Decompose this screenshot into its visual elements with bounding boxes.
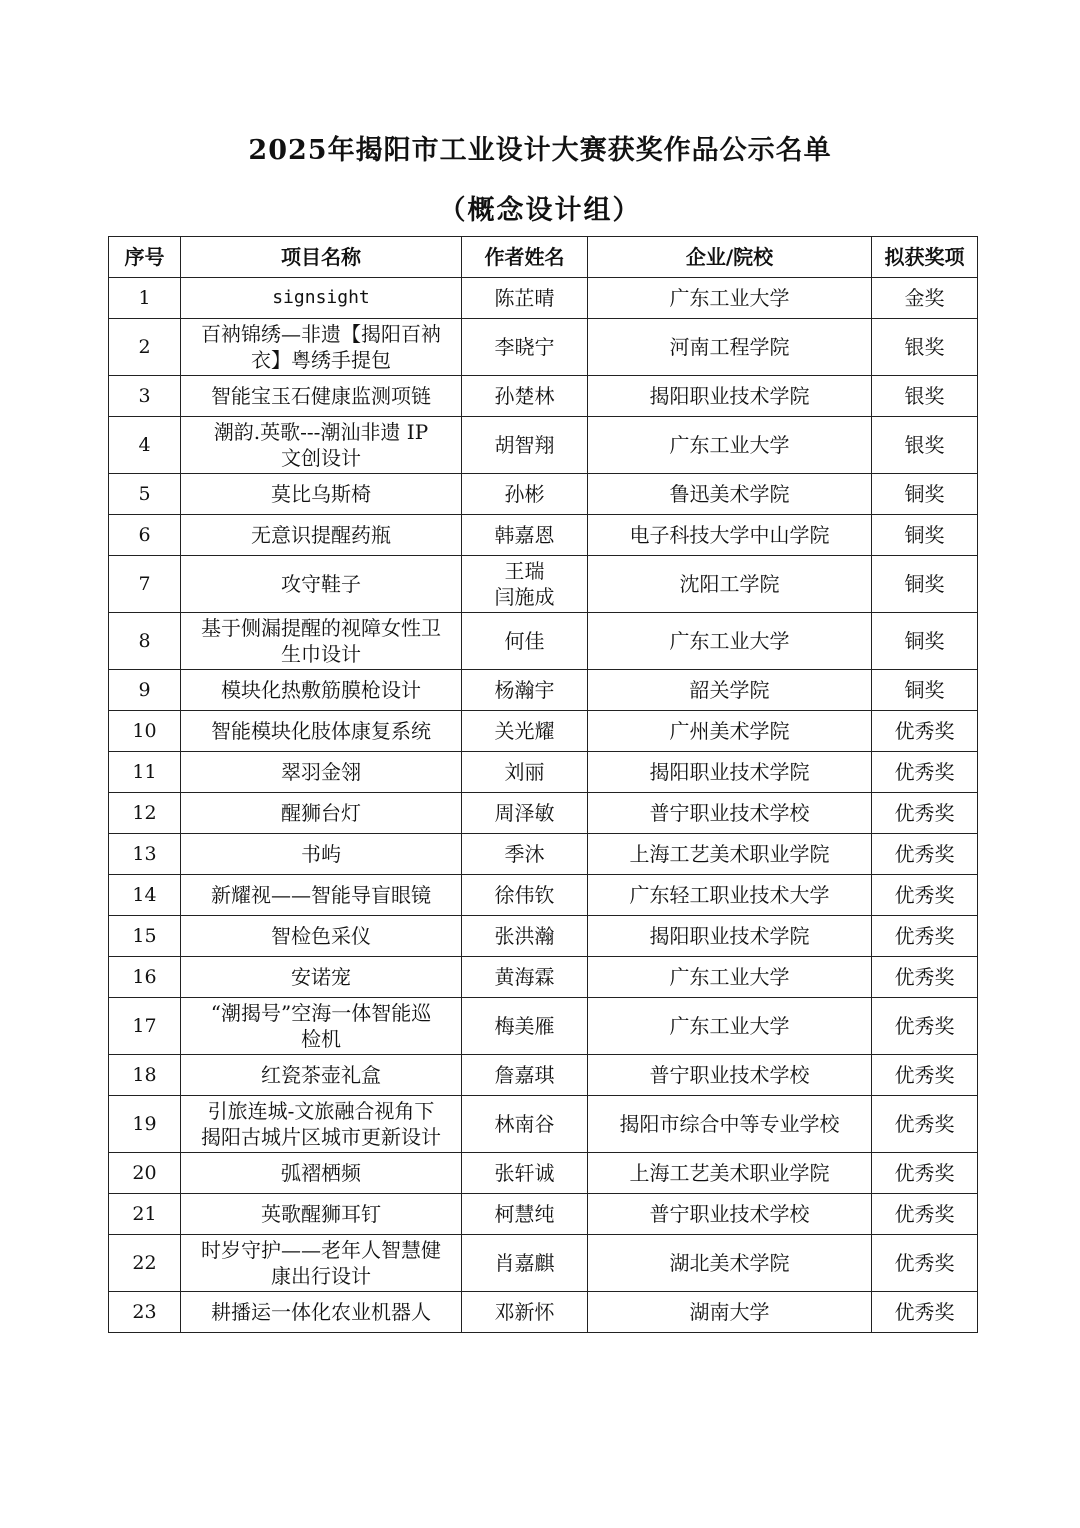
cell-index: 4 xyxy=(109,417,181,474)
author-name: 梅美雁 xyxy=(494,1014,555,1038)
cell-project xyxy=(181,556,462,613)
cell-award: 铜奖 xyxy=(872,474,978,515)
cell-organization: 湖南大学 xyxy=(588,1292,872,1333)
document-title: 2025年揭阳市工业设计大赛获奖作品公示名单 xyxy=(248,135,832,166)
table-row xyxy=(109,1096,978,1153)
header-author: 作者姓名 xyxy=(462,237,588,278)
awards-table xyxy=(108,236,978,1333)
author-name: 季沐 xyxy=(504,842,545,866)
cell-index: 7 xyxy=(109,556,181,613)
document-subtitle: （概念设计组） xyxy=(438,195,642,226)
cell-project xyxy=(181,613,462,670)
project-name-line: 基于侧漏提醒的视障女性卫 xyxy=(201,616,441,640)
project-name-line: 衣】粤绣手提包 xyxy=(251,348,391,372)
cell-index: 21 xyxy=(109,1194,181,1235)
cell-award: 优秀奖 xyxy=(872,834,978,875)
cell-index: 15 xyxy=(109,916,181,957)
cell-organization: 广州美术学院 xyxy=(588,711,872,752)
project-name-line: 耕播运一体化农业机器人 xyxy=(211,1300,431,1324)
cell-author xyxy=(462,998,588,1055)
cell-project xyxy=(181,916,462,957)
project-name-line: 弧褶栖频 xyxy=(281,1161,361,1185)
cell-index: 5 xyxy=(109,474,181,515)
author-name: 詹嘉琪 xyxy=(494,1063,555,1087)
cell-author xyxy=(462,916,588,957)
cell-award: 铜奖 xyxy=(872,613,978,670)
cell-author xyxy=(462,875,588,916)
table-row xyxy=(109,875,978,916)
cell-index: 16 xyxy=(109,957,181,998)
cell-award: 优秀奖 xyxy=(872,711,978,752)
cell-project xyxy=(181,376,462,417)
cell-index: 3 xyxy=(109,376,181,417)
author-name: 韩嘉恩 xyxy=(494,523,555,547)
cell-index: 1 xyxy=(109,278,181,319)
author-name: 杨瀚宇 xyxy=(494,678,555,702)
header-award: 拟获奖项 xyxy=(872,237,978,278)
project-name-line: 康出行设计 xyxy=(271,1264,371,1288)
cell-project xyxy=(181,957,462,998)
cell-award: 金奖 xyxy=(872,278,978,319)
project-name-line: 新耀视——智能导盲眼镜 xyxy=(211,883,431,907)
cell-organization: 广东工业大学 xyxy=(588,278,872,319)
author-name: 张轩诚 xyxy=(494,1161,555,1185)
author-name: 李晓宁 xyxy=(494,335,555,359)
project-name-line: 翠羽金翎 xyxy=(281,760,361,784)
cell-organization: 鲁迅美术学院 xyxy=(588,474,872,515)
project-name-line: 无意识提醒药瓶 xyxy=(251,523,391,547)
project-name-line: 智能宝玉石健康监测项链 xyxy=(211,384,431,408)
cell-award: 银奖 xyxy=(872,376,978,417)
table-row xyxy=(109,793,978,834)
cell-project xyxy=(181,670,462,711)
author-name: 孙彬 xyxy=(504,482,545,506)
cell-index: 2 xyxy=(109,319,181,376)
cell-organization: 广东工业大学 xyxy=(588,417,872,474)
cell-award: 优秀奖 xyxy=(872,875,978,916)
table-row xyxy=(109,957,978,998)
header-row xyxy=(109,237,978,278)
author-name: 闫施成 xyxy=(494,585,555,609)
cell-index: 14 xyxy=(109,875,181,916)
cell-author xyxy=(462,1292,588,1333)
project-name-line: 智能模块化肢体康复系统 xyxy=(211,719,431,743)
project-name-line: 红瓷茶壶礼盒 xyxy=(261,1063,381,1087)
cell-organization: 湖北美术学院 xyxy=(588,1235,872,1292)
project-name-line: 百衲锦绣—非遗【揭阳百衲 xyxy=(201,322,441,346)
cell-author xyxy=(462,793,588,834)
cell-index: 6 xyxy=(109,515,181,556)
project-name-line: 攻守鞋子 xyxy=(281,572,361,596)
cell-award: 优秀奖 xyxy=(872,1096,978,1153)
cell-organization: 揭阳职业技术学院 xyxy=(588,376,872,417)
project-name-line: 模块化热敷筋膜枪设计 xyxy=(221,678,421,702)
table-row xyxy=(109,1235,978,1292)
header-organization: 企业/院校 xyxy=(588,237,872,278)
cell-project xyxy=(181,1194,462,1235)
author-name: 林南谷 xyxy=(494,1112,555,1136)
cell-author xyxy=(462,834,588,875)
project-name-line: 书屿 xyxy=(301,842,341,866)
author-name: 黄海霖 xyxy=(494,965,555,989)
cell-project xyxy=(181,875,462,916)
cell-organization: 普宁职业技术学校 xyxy=(588,793,872,834)
table-header xyxy=(109,237,978,278)
project-name-line: signsight xyxy=(272,287,370,308)
cell-author xyxy=(462,278,588,319)
project-name-line: 醒狮台灯 xyxy=(281,801,361,825)
cell-author xyxy=(462,957,588,998)
cell-organization: 上海工艺美术职业学院 xyxy=(588,1153,872,1194)
table-row xyxy=(109,474,978,515)
cell-project xyxy=(181,278,462,319)
cell-author xyxy=(462,1055,588,1096)
cell-project xyxy=(181,1096,462,1153)
cell-organization: 韶关学院 xyxy=(588,670,872,711)
table-row xyxy=(109,670,978,711)
author-name: 何佳 xyxy=(504,629,545,653)
author-name: 陈芷晴 xyxy=(494,286,555,310)
cell-index: 20 xyxy=(109,1153,181,1194)
cell-organization: 揭阳市综合中等专业学校 xyxy=(588,1096,872,1153)
cell-organization: 揭阳职业技术学院 xyxy=(588,916,872,957)
author-name: 关光耀 xyxy=(494,719,555,743)
cell-index: 12 xyxy=(109,793,181,834)
cell-award: 银奖 xyxy=(872,319,978,376)
table-row xyxy=(109,1153,978,1194)
cell-author xyxy=(462,556,588,613)
cell-organization: 电子科技大学中山学院 xyxy=(588,515,872,556)
cell-author xyxy=(462,376,588,417)
cell-award: 铜奖 xyxy=(872,515,978,556)
cell-organization: 揭阳职业技术学院 xyxy=(588,752,872,793)
table-row xyxy=(109,834,978,875)
project-name-line: 检机 xyxy=(301,1027,341,1051)
cell-project xyxy=(181,417,462,474)
author-name: 周泽敏 xyxy=(494,801,555,825)
table-row xyxy=(109,613,978,670)
table-row xyxy=(109,752,978,793)
project-name-line: 安诺宠 xyxy=(291,965,351,989)
cell-project xyxy=(181,834,462,875)
cell-organization: 上海工艺美术职业学院 xyxy=(588,834,872,875)
cell-award: 铜奖 xyxy=(872,670,978,711)
cell-index: 9 xyxy=(109,670,181,711)
cell-author xyxy=(462,417,588,474)
cell-index: 18 xyxy=(109,1055,181,1096)
project-name-line: 英歌醒狮耳钉 xyxy=(261,1202,381,1226)
table-row xyxy=(109,1194,978,1235)
project-name-line: 智检色采仪 xyxy=(271,924,371,948)
author-name: 张洪瀚 xyxy=(494,924,555,948)
cell-project xyxy=(181,1235,462,1292)
table-row xyxy=(109,916,978,957)
cell-award: 优秀奖 xyxy=(872,752,978,793)
author-name: 刘丽 xyxy=(504,760,545,784)
cell-organization: 广东工业大学 xyxy=(588,613,872,670)
cell-project xyxy=(181,1153,462,1194)
cell-organization: 沈阳工学院 xyxy=(588,556,872,613)
table-row xyxy=(109,711,978,752)
cell-organization: 广东工业大学 xyxy=(588,998,872,1055)
cell-author xyxy=(462,752,588,793)
cell-index: 23 xyxy=(109,1292,181,1333)
cell-project xyxy=(181,515,462,556)
author-name: 王瑞 xyxy=(504,559,545,583)
cell-project xyxy=(181,1292,462,1333)
table-row xyxy=(109,556,978,613)
cell-index: 10 xyxy=(109,711,181,752)
cell-index: 13 xyxy=(109,834,181,875)
cell-award: 优秀奖 xyxy=(872,1055,978,1096)
cell-index: 22 xyxy=(109,1235,181,1292)
cell-author xyxy=(462,474,588,515)
table-row xyxy=(109,278,978,319)
cell-index: 17 xyxy=(109,998,181,1055)
table-row xyxy=(109,515,978,556)
project-name-line: 时岁守护——老年人智慧健 xyxy=(201,1238,441,1262)
project-name-line: 莫比乌斯椅 xyxy=(271,482,371,506)
cell-author xyxy=(462,670,588,711)
project-name-line: “潮揭号”空海一体智能巡 xyxy=(210,1001,432,1025)
cell-project xyxy=(181,752,462,793)
author-name: 肖嘉麒 xyxy=(494,1251,555,1275)
cell-organization: 广东轻工职业技术大学 xyxy=(588,875,872,916)
author-name: 邓新怀 xyxy=(494,1300,555,1324)
author-name: 徐伟钦 xyxy=(494,883,555,907)
cell-award: 优秀奖 xyxy=(872,793,978,834)
project-name-line: 揭阳古城片区城市更新设计 xyxy=(201,1125,441,1149)
header-index: 序号 xyxy=(109,237,181,278)
cell-author xyxy=(462,1194,588,1235)
cell-index: 11 xyxy=(109,752,181,793)
cell-author xyxy=(462,319,588,376)
cell-award: 优秀奖 xyxy=(872,1194,978,1235)
cell-author xyxy=(462,1153,588,1194)
table-row xyxy=(109,1292,978,1333)
table-row xyxy=(109,998,978,1055)
project-name-line: 生巾设计 xyxy=(281,642,361,666)
cell-project xyxy=(181,711,462,752)
cell-author xyxy=(462,613,588,670)
cell-award: 优秀奖 xyxy=(872,957,978,998)
cell-project xyxy=(181,793,462,834)
cell-organization: 普宁职业技术学校 xyxy=(588,1055,872,1096)
author-name: 胡智翔 xyxy=(494,433,555,457)
cell-award: 优秀奖 xyxy=(872,916,978,957)
table-body xyxy=(109,278,978,1333)
table-row xyxy=(109,417,978,474)
cell-author xyxy=(462,1235,588,1292)
author-name: 孙楚林 xyxy=(494,384,555,408)
cell-author xyxy=(462,711,588,752)
cell-organization: 广东工业大学 xyxy=(588,957,872,998)
cell-award: 优秀奖 xyxy=(872,998,978,1055)
cell-award: 银奖 xyxy=(872,417,978,474)
cell-index: 19 xyxy=(109,1096,181,1153)
cell-award: 铜奖 xyxy=(872,556,978,613)
table-row xyxy=(109,319,978,376)
cell-project xyxy=(181,1055,462,1096)
cell-organization: 普宁职业技术学校 xyxy=(588,1194,872,1235)
table-row xyxy=(109,1055,978,1096)
project-name-line: 文创设计 xyxy=(281,446,361,470)
cell-author xyxy=(462,1096,588,1153)
cell-award: 优秀奖 xyxy=(872,1292,978,1333)
project-name-line: 引旅连城-文旅融合视角下 xyxy=(207,1099,435,1123)
project-name-line: 潮韵.英歌---潮汕非遗 IP xyxy=(213,420,429,444)
cell-award: 优秀奖 xyxy=(872,1235,978,1292)
cell-project xyxy=(181,474,462,515)
cell-project xyxy=(181,998,462,1055)
cell-project xyxy=(181,319,462,376)
header-project: 项目名称 xyxy=(181,237,462,278)
cell-organization: 河南工程学院 xyxy=(588,319,872,376)
cell-index: 8 xyxy=(109,613,181,670)
cell-author xyxy=(462,515,588,556)
cell-award: 优秀奖 xyxy=(872,1153,978,1194)
author-name: 柯慧纯 xyxy=(494,1202,555,1226)
table-row xyxy=(109,376,978,417)
